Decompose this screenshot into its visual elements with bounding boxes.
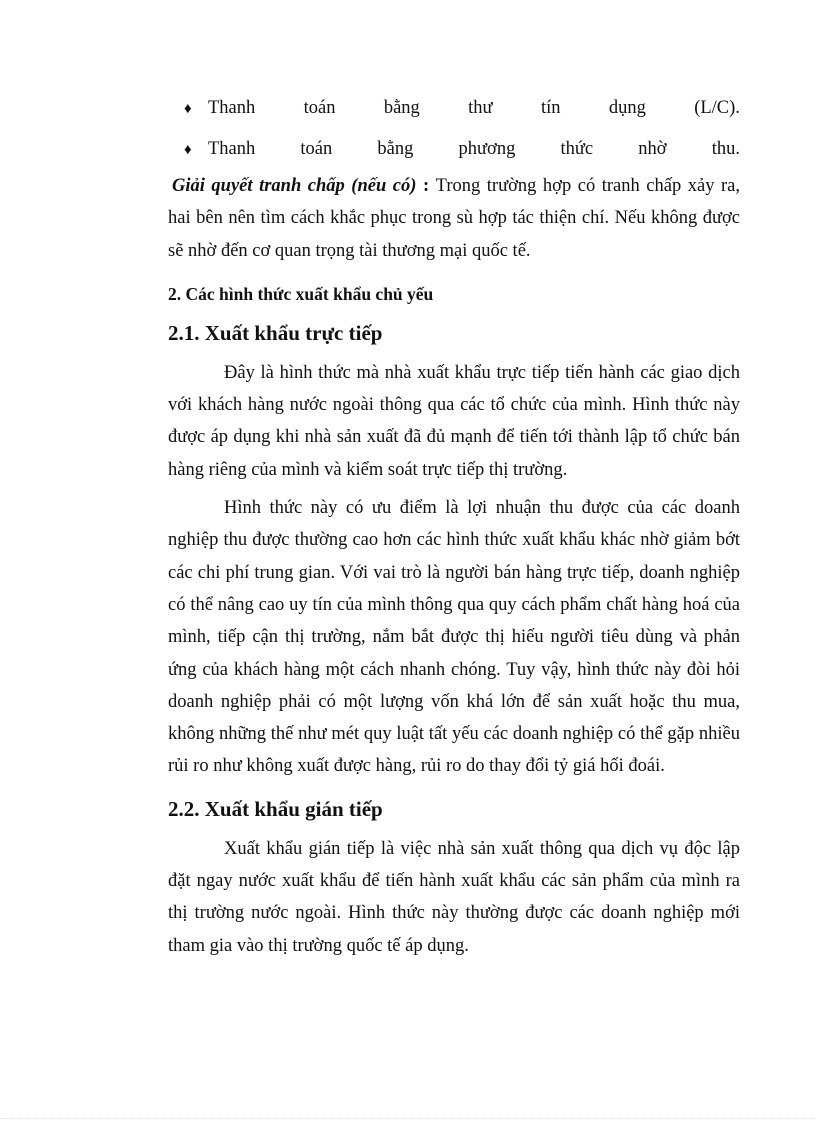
dispute-colon: : (416, 176, 436, 196)
section-2-2-paragraph-1: Xuất khẩu gián tiếp là việc nhà sản xuất thông qua dịch vụ độc lập đặt ngay nước xuất khẩu để tiến hành xuất khẩu các sản phẩm của mình ra thị trường nước ngoài. Hình thức này thường được các doanh nghiệp mới tham gia vào thị trường quốc tế áp dụng. (168, 838, 740, 956)
section-2-1-paragraph-1: Đây là hình thức mà nhà xuất khẩu trực tiếp tiến hành các giao dịch với khách hàng nước ngoài thông qua các tổ chức của mình. Hình thức này được áp dụng khi nhà sản xuất đã đủ mạnh để tiến tới thành lập tổ chức bán hàng riêng của mình và kiểm soát trực tiếp thị trường. (168, 362, 740, 480)
section-2-heading: 2. Các hình thức xuất khẩu chủ yếu (168, 283, 434, 304)
page-bottom-rule (0, 1118, 816, 1119)
section-2-2-heading: 2.2. Xuất khẩu gián tiếp (168, 796, 383, 821)
bullet-text: Thanh toán bằng phương thức nhờ thu. (208, 139, 740, 159)
bullet-item-lc (168, 92, 740, 133)
dispute-lead: Giải quyết tranh chấp (nếu có) (172, 176, 417, 196)
dispute-paragraph (168, 170, 740, 267)
bullet-text: Thanh toán bằng thư tín dụng (L/C). (208, 98, 740, 118)
bullet-item-collection (168, 133, 740, 174)
dispute-text: Trong trường hợp có tranh chấp xảy ra, hai bên nên tìm cách khắc phục trong sù hợp tác thiện chí. Nếu không được sẽ nhờ đến cơ quan trọng tài thương mại quốc tế. (168, 176, 740, 261)
diamond-bullet-icon: ♦ (184, 142, 192, 158)
section-2-1-heading: 2.1. Xuất khẩu trực tiếp (168, 320, 383, 345)
page-content (168, 92, 740, 962)
section-2-1-paragraph-2: Hình thức này có ưu điểm là lợi nhuận thu được của các doanh nghiệp thu được thường cao hơn các hình thức xuất khẩu khác nhờ giảm bớt các chi phí trung gian. Với vai trò là người bán hàng trực tiếp, doanh nghiệp có thể nâng cao uy tín của mình thông qua quy cách phẩm chất hàng hoá của mình, tiếp cận thị trường, nắm bắt được thị hiếu người tiêu dùng và phản ứng của khách hàng một cách nhanh chóng. Tuy vậy, hình thức này đòi hỏi doanh nghiệp phải có một lượng vốn khá lớn để sản xuất hoặc thu mua, không những thế như mét quy luật tất yếu các doanh nghiệp có thể gặp nhiều rủi ro như không xuất được hàng, rủi ro do thay đổi tỷ giá hối đoái. (168, 498, 740, 777)
diamond-bullet-icon: ♦ (184, 101, 192, 117)
